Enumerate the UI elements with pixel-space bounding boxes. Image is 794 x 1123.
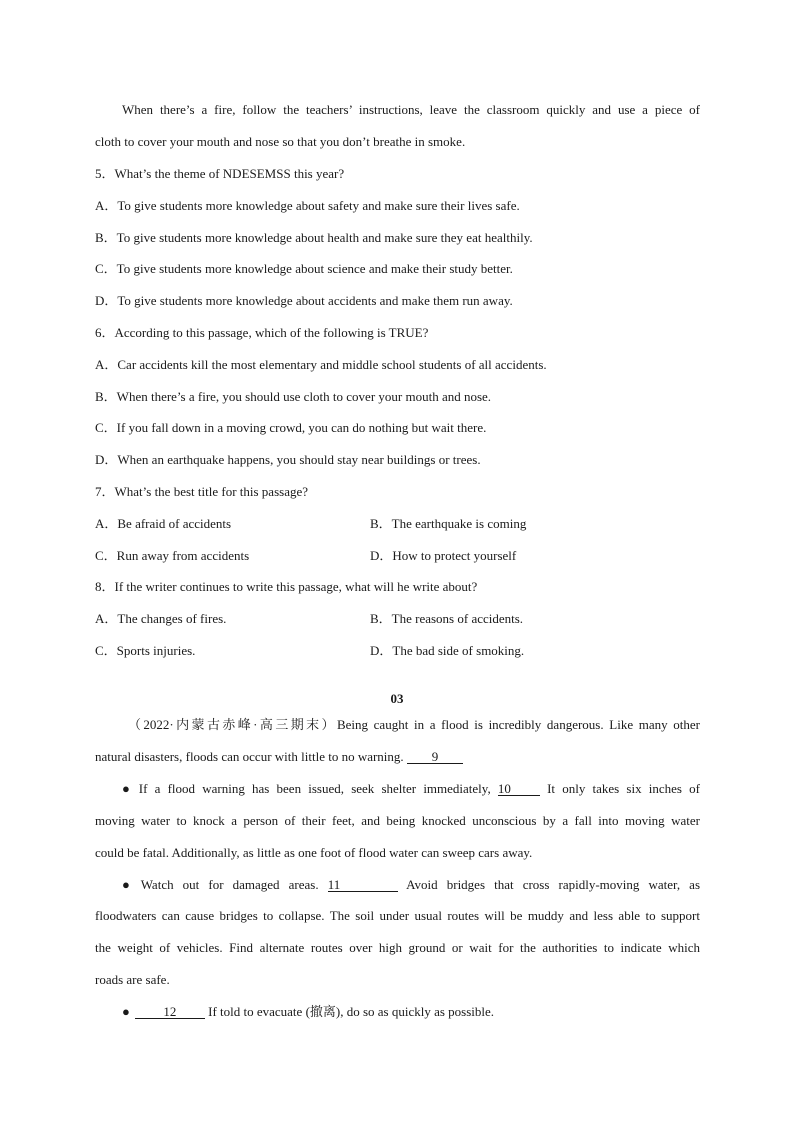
passage-3-bullet-1-line-1 — [122, 781, 700, 797]
question-8-option-d: D．The bad side of smoking. — [370, 643, 525, 658]
question-7-option-a: A．Be afraid of accidents — [95, 516, 232, 531]
blank-12: 12 — [135, 1005, 205, 1019]
bullet-icon: ● — [122, 877, 136, 892]
passage-3-bullet-2-line-2: floodwaters can cause bridges to collapse. The soil under usual routes will be muddy and less able to support — [95, 908, 700, 923]
passage-3-line-2-text: natural disasters, floods can occur with little to no warning. — [95, 749, 404, 764]
intro-line-1: When there’s a fire, follow the teachers’ instructions, leave the classroom quickly and use a piece of — [122, 102, 700, 117]
bullet-3-after-blank: If told to evacuate (撤离), do so as quickly as possible. — [208, 1004, 495, 1019]
passage-3-bullet-3-line-1 — [122, 1004, 700, 1020]
question-6-option-d: D．When an earthquake happens, you should stay near buildings or trees. — [95, 452, 481, 467]
question-5-option-d: D．To give students more knowledge about accidents and make them run away. — [95, 293, 513, 308]
blank-9: 9 — [407, 750, 463, 764]
question-7-option-d: D．How to protect yourself — [370, 548, 517, 563]
bullet-2-after-blank: Avoid bridges that cross rapidly-moving water, as — [406, 877, 700, 892]
question-6-option-b: B．When there’s a fire, you should use cloth to cover your mouth and nose. — [95, 389, 492, 404]
question-8-option-c: C．Sports injuries. — [95, 643, 196, 658]
question-5-stem: 5．What’s the theme of NDESEMSS this year? — [95, 166, 345, 181]
bullet-2-text: Watch out for damaged areas. — [140, 877, 319, 892]
question-6-option-a: A．Car accidents kill the most elementary and middle school students of all accidents. — [95, 357, 547, 372]
passage-3-line-1: （2022·内蒙古赤峰·高三期末）Being caught in a flood is incredibly dangerous. Like many other — [128, 717, 700, 732]
passage-3-bullet-2-line-4: roads are safe. — [95, 972, 170, 987]
question-7-option-b: B．The earthquake is coming — [370, 516, 527, 531]
question-5-option-c: C．To give students more knowledge about science and make their study better. — [95, 261, 513, 276]
blank-11: 11 — [328, 878, 398, 892]
bullet-1-after-blank: It only takes six inches of — [547, 781, 700, 796]
blank-10: 10 — [498, 782, 540, 796]
passage-3-bullet-2-line-1 — [122, 877, 700, 893]
question-7-option-c: C．Run away from accidents — [95, 548, 250, 563]
bullet-1-text: If a flood warning has been issued, seek shelter immediately, — [138, 781, 491, 796]
question-8-option-b: B．The reasons of accidents. — [370, 611, 524, 626]
passage-3-bullet-2-line-3: the weight of vehicles. Find alternate routes over high ground or wait for the authorities to indicate which — [95, 940, 700, 955]
question-7-stem: 7．What’s the best title for this passage? — [95, 484, 309, 499]
passage-3-bullet-1-line-2: moving water to knock a person of their feet, and being knocked unconscious by a fall into moving water — [95, 813, 700, 828]
bullet-icon: ● — [122, 781, 134, 796]
question-6-option-c: C．If you fall down in a moving crowd, you can do nothing but wait there. — [95, 420, 487, 435]
intro-line-2: cloth to cover your mouth and nose so that you don’t breathe in smoke. — [95, 134, 466, 149]
section-number: 03 — [390, 691, 404, 706]
question-8-stem: 8．If the writer continues to write this passage, what will he write about? — [95, 579, 478, 594]
passage-3-bullet-1-line-3: could be fatal. Additionally, as little as one foot of flood water can sweep cars away. — [95, 845, 533, 860]
question-5-option-a: A．To give students more knowledge about safety and make sure their lives safe. — [95, 198, 520, 213]
question-8-option-a: A．The changes of fires. — [95, 611, 227, 626]
bullet-icon: ● — [122, 1004, 130, 1019]
passage-3-line-2 — [95, 749, 700, 765]
question-6-stem: 6．According to this passage, which of the following is TRUE? — [95, 325, 429, 340]
question-5-option-b: B．To give students more knowledge about health and make sure they eat healthily. — [95, 230, 533, 245]
